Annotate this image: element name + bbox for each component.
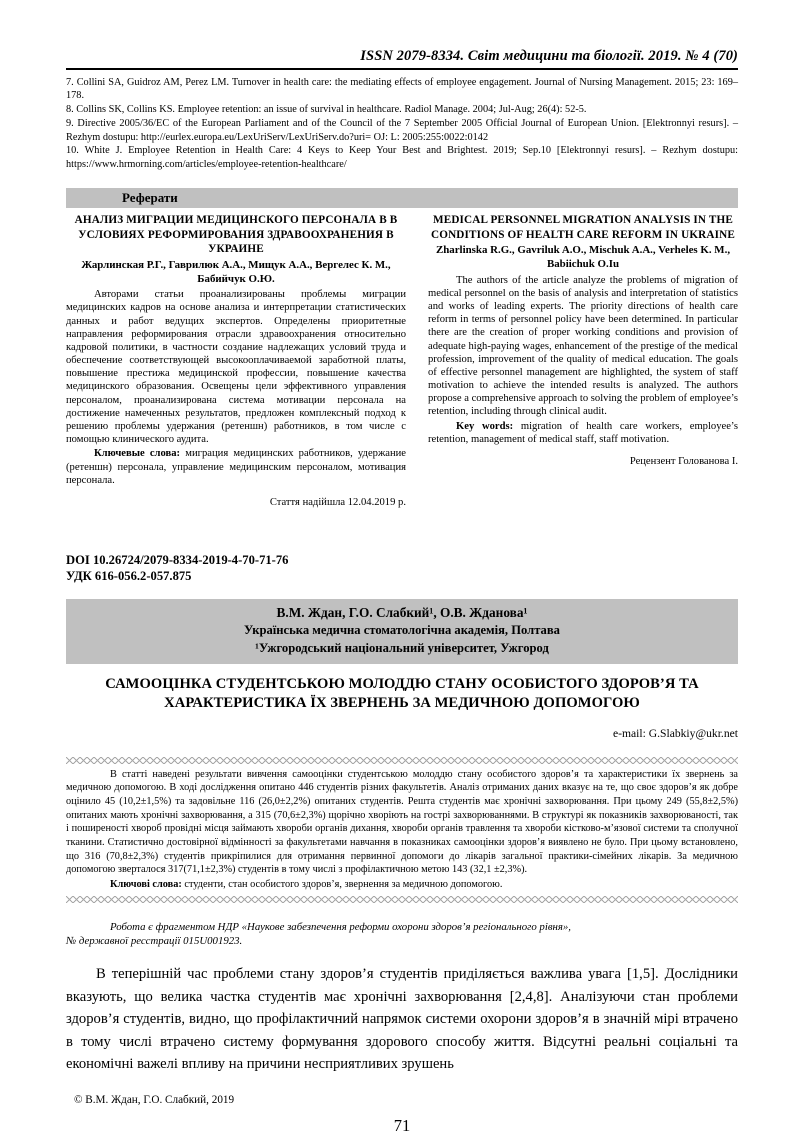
abstract-en-keywords (428, 420, 738, 446)
article-header-band (66, 599, 738, 664)
abstract-ru-keywords-label: Ключевые слова: (94, 448, 181, 460)
body-paragraph: В теперішній час проблеми стану здоров’я студентів приділяється важлива увага [1,5]. Дослідники вказують, що велика частка студентів має хронічні захворювання [2,4,8]. Аналізуючи стан проблеми здоров’я студентів, видно, що профілактичний напрямок системи охорони здоров’я в значній мірі втрачено в тому числі втрачено систему формування здорового способу життя. Відсутні реальні соціальні та економічні важелі впливу на причини несприятливих зрушень (66, 965, 738, 1073)
wavy-border-top (66, 757, 738, 764)
article-affiliation-primary: Українська медична стоматологічна академія, Полтава (244, 623, 560, 638)
reference-item: 8. Collins SK, Collins KS. Employee retention: an issue of survival in healthcare. Radiol Manage. 2004; Jul-Aug; 26(4): 52-5. (66, 104, 587, 116)
funding-note (66, 920, 738, 949)
article-abstract-text: В статті наведені результати вивчення самооцінки студентською молоддю стану особистого здоров’я та характеристики їх звернень за медичною допомогою. В ході дослідження опитано 446 студентів різних факультетів. Аналіз отриманих даних вказує на те, що своє здоров’я як добре оцінило 45 (10,2±1,5%) та задовільне 116 (26,0±2,2%) опитаних студентів. Решта студентів має хронічні захворювання. При цьому 249 (55,8±2,5%) опитаних мають хронічні захворювання, а 315 (70,6±2,3%) щорічно хворіють на гострі захворюваннями. В структурі як показників захворюваності, так і поширеності хвороб провідні місця займають хвороби органів дихання, хвороби органів травлення та хвороби кістково-м’язової системи та сполучної тканини. Статистично достовірної відмінності за факультетами навчання в показниках самооцінки здоров’я виявлено не було. При цьому встановлено, що 316 (70,8±2,3%) студентів прикріпилися для отримання первинної допомоги до лікарів загальної практики-сімейних лікарів. За медичною допомогою зверталося 317(71,1±2,3%) студентів в тому числі з профілактичною метою 143 (32,1 ±2,3%). (66, 768, 738, 876)
abstract-en-body (428, 274, 738, 419)
abstract-ru-title: АНАЛИЗ МИГРАЦИИ МЕДИЦИНСКОГО ПЕРСОНАЛА В В УСЛОВИЯХ РЕФОРМИРОВАНИЯ ЗДРАВООХРАНЕНИЯ В УКРАИНЕ (74, 214, 398, 256)
abstract-ru-text: Авторами статьи проанализированы проблемы миграции медицинских кадров на основе анализа и интерпретации статистических данных и работ ведущих экспертов. Определены приоритетные направления реформирования отрасли здравоохранения относительно кадровой политики, в частности создание надлежащих условий труда и обеспечение соответствующей высокооплачиваемой заработной платы, повышение престижа медицинской профессии, повышение качества медицинского образования. Освещены цели эффективного управления персоналом, проанализирована система мотивации персонала на достижение намеченных результатов, предложен комплексный подход к решению проблемы удержания (ретеншн) работников, в том числе с помощью клинического аудита. (66, 289, 406, 446)
udk-line: УДК 616-056.2-057.875 (66, 569, 192, 584)
abstracts-columns (66, 213, 738, 509)
running-head-rule (66, 68, 738, 70)
contact-email[interactable]: e-mail: G.Slabkiy@ukr.net (613, 726, 738, 740)
funding-note-line-1: Робота є фрагментом НДР «Наукове забезпечення реформи охорони здоров’я регіонального рівня», (110, 920, 571, 933)
abstract-russian (66, 213, 406, 509)
page-number: 71 (393, 1115, 411, 1132)
abstract-ru-keywords (66, 447, 406, 487)
article-abstract-inner (66, 764, 738, 896)
reference-item: 10. White J. Employee Retention in Health Care: 4 Keys to Keep Your Best and Brightest. 2019; Sep.10 [Elektronnyi resurs]. – Rezhym dostupu: https://www.hrmorning.com/articles/employee-retention-healthcare/ (66, 145, 738, 170)
copyright-line: © В.М. Ждан, Г.О. Слабкий, 2019 (74, 1093, 235, 1106)
abstracts-section-band (66, 188, 738, 208)
submission-date: Стаття надійшла 12.04.2019 р. (269, 496, 406, 508)
doi-line: DOI 10.26724/2079-8334-2019-4-70-71-76 (66, 553, 289, 568)
article-keywords-label: Ключові слова: (110, 879, 182, 891)
abstract-en-keywords-label: Key words: (456, 420, 514, 432)
doi-udk-block (66, 553, 738, 585)
funding-note-line-2: № державної ресстрації 015U001923. (66, 935, 243, 948)
abstract-ru-authors: Жарлинская Р.Г., Гаврилюк А.А., Мищук А.А., Вергелес К. М., Бабийчук О.Ю. (81, 258, 391, 285)
abstract-en-authors: Zharlinska R.G., Gavriluk A.O., Mischuk A.A., Verheles K. M., Babiichuk O.Iu (435, 244, 731, 271)
article-body (66, 963, 738, 1076)
wavy-border-bottom (66, 896, 738, 903)
abstract-en-text: The authors of the article analyze the problems of migration of medical personnel on the basis of analysis and interpretation of statistics and works of leading experts. The priority directions of health care reform in terms of personnel policy have been determined. In particular there are the creation of proper working conditions and provision of adequate high-paying wages, enhancement of the prestige of the medical profession, improvement of the quality of medical education. The goals of effective personnel management are highlighted, the system of staff motivation to achieve the intended results is analyzed. The authors propose a comprehensive approach to solving the problem of employee’s retention, including through clinical audit. (428, 274, 738, 418)
page-content (66, 0, 738, 1132)
article-title: САМООЦІНКА СТУДЕНТСЬКОЮ МОЛОДДЮ СТАНУ ОСОБИСТОГО ЗДОРОВ’Я ТА ХАРАКТЕРИСТИКА ЇХ ЗВЕРНЕНЬ ЗА МЕДИЧНОЮ ДОПОМОГОЮ (105, 675, 699, 711)
reference-item: 7. Collini SA, Guidroz AM, Perez LM. Turnover in health care: the mediating effects of employee engagement. Journal of Nursing Management. 2015; 23: 169–178. (66, 77, 738, 102)
article-affiliation-secondary: ¹Ужгородський національний університет, Ужгород (255, 641, 549, 656)
abstract-en-keywords-text: migration of health care workers, employee’s retention, management of medical staff, staff motivation. (428, 420, 738, 445)
references-list (66, 76, 738, 171)
article-abstract-box (66, 748, 738, 911)
abstract-english (428, 213, 738, 509)
article-authors: В.М. Ждан, Г.О. Слабкий¹, О.В. Жданова¹ (276, 604, 528, 620)
abstract-ru-body (66, 288, 406, 446)
reference-item: 9. Directive 2005/36/EC of the European Parliament and of the Council of the 7 September 2005 Official Journal of European Union. [Elektronnyi resurs]. – Rezhym dostupu: http://eurlex.europa.eu/LexUriServ/LexUriServ.do?uri= OJ: L: 2005:255:0022:0142 (66, 118, 738, 143)
article-keywords-text: студенти, стан особистого здоров’я, звернення за медичною допомогою. (181, 879, 503, 891)
abstract-en-title: MEDICAL PERSONNEL MIGRATION ANALYSIS IN THE CONDITIONS OF HEALTH CARE REFORM IN UKRAINE (431, 214, 735, 241)
running-head: ISSN 2079-8334. Світ медицини та біології. 2019. № 4 (70) (360, 48, 738, 64)
article-keywords (66, 878, 738, 892)
abstract-ru-keywords-text: миграция медицинских работников, удержание (ретеншн) персонала, управление медицинским персоналом, мотивация персонала. (66, 448, 407, 486)
abstracts-band-label: Реферати (122, 190, 178, 206)
reviewer-note: Рецензент Голованова І. (629, 456, 738, 468)
